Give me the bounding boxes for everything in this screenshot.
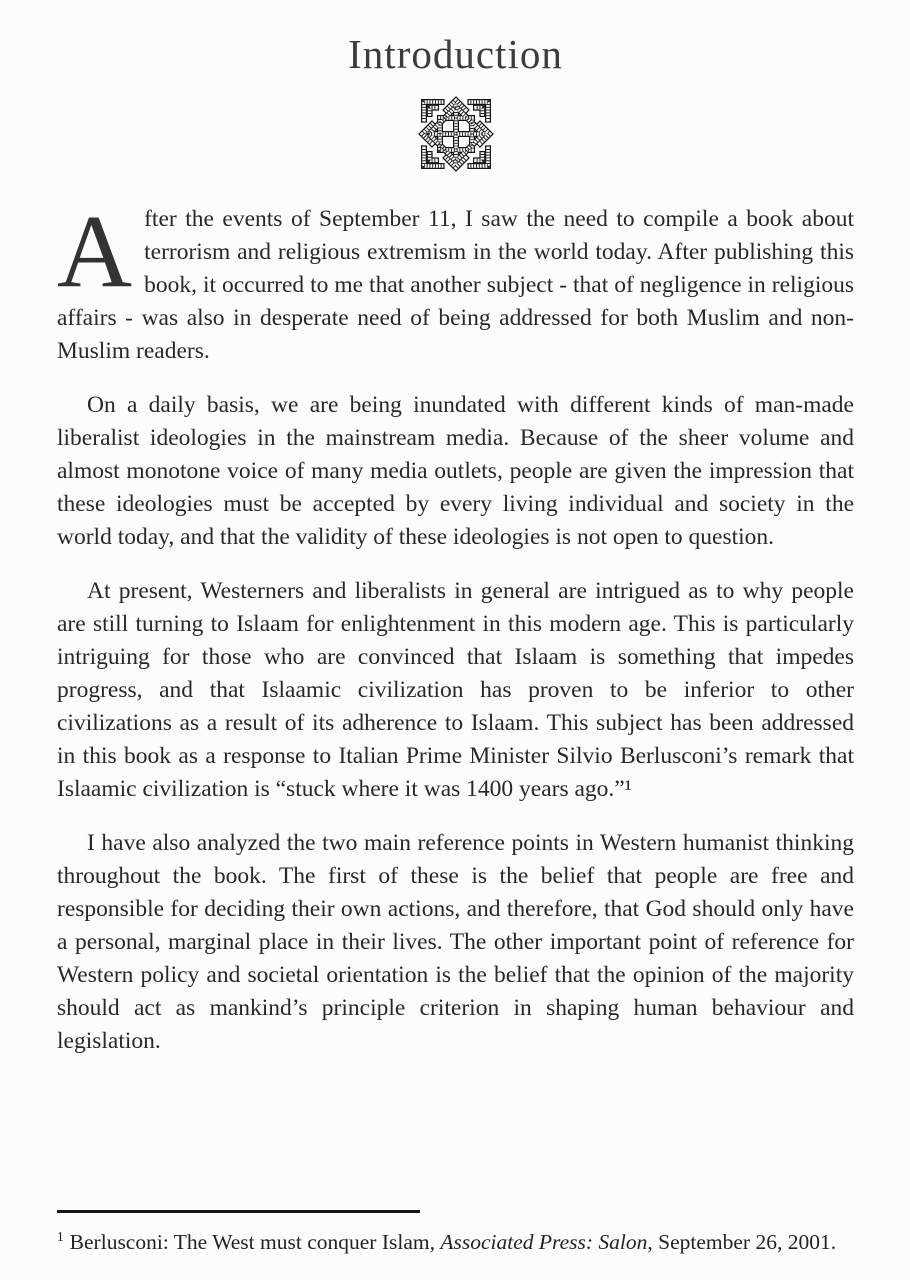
paragraph-3: At present, Westerners and liberalists in general are intrigued as to why people are still turning to Islaam for enlightenment in this modern age. This is particularly intriguing for those who are convinced that Islaam is something that impedes progress, and that Islaamic civilization has proven to be inferior to other civilizations as a result of its adherence to Islaam. This subject has been addressed in this book as a response to Italian Prime Minister Silvio Berlusconi’s remark that Islaamic civilization is “stuck where it was 1400 years ago.”¹ [57, 578, 854, 802]
footnote-marker: 1 [57, 1228, 64, 1244]
drop-cap: A [57, 194, 133, 309]
chapter-title: Introduction [348, 31, 563, 77]
footnote-text-after: , September 26, 2001. [647, 1230, 837, 1254]
islamic-knot-ornament-icon [414, 161, 498, 178]
ornament-container [57, 94, 854, 179]
footnote-text-before: Berlusconi: The West must conquer Islam, [69, 1230, 441, 1254]
footnote-source-italic: Associated Press: Salon [440, 1230, 648, 1254]
footnote-section [57, 1210, 854, 1258]
paragraph-1 [57, 194, 854, 368]
paragraph-1-text: fter the events of September 11, I saw the need to compile a book about terrorism and religious extremism in the world today. After publishing this book, it occurred to me that another subject - that of negligence in religious affairs - was also in desperate need of being addressed for both Muslim and non-Muslim readers. [57, 206, 854, 364]
paragraph-2: On a daily basis, we are being inundated with different kinds of man-made liberalist ideologies in the mainstream media. Because of the sheer volume and almost monotone voice of many media outlets, people are given the impression that these ideologies must be accepted by every living individual and society in the world today, and that the validity of these ideologies is not open to question. [57, 392, 854, 550]
footnote [57, 1227, 854, 1258]
body-text [57, 194, 854, 1079]
paragraph-4: I have also analyzed the two main reference points in Western humanist thinking throughout the book. The first of these is the belief that people are free and responsible for deciding their own actions, and therefore, that God should only have a personal, marginal place in their lives. The other important point of reference for Western policy and societal orientation is the belief that the opinion of the majority should act as mankind’s principle criterion in shaping human behaviour and legislation. [57, 830, 854, 1054]
footnote-divider [57, 1210, 420, 1213]
